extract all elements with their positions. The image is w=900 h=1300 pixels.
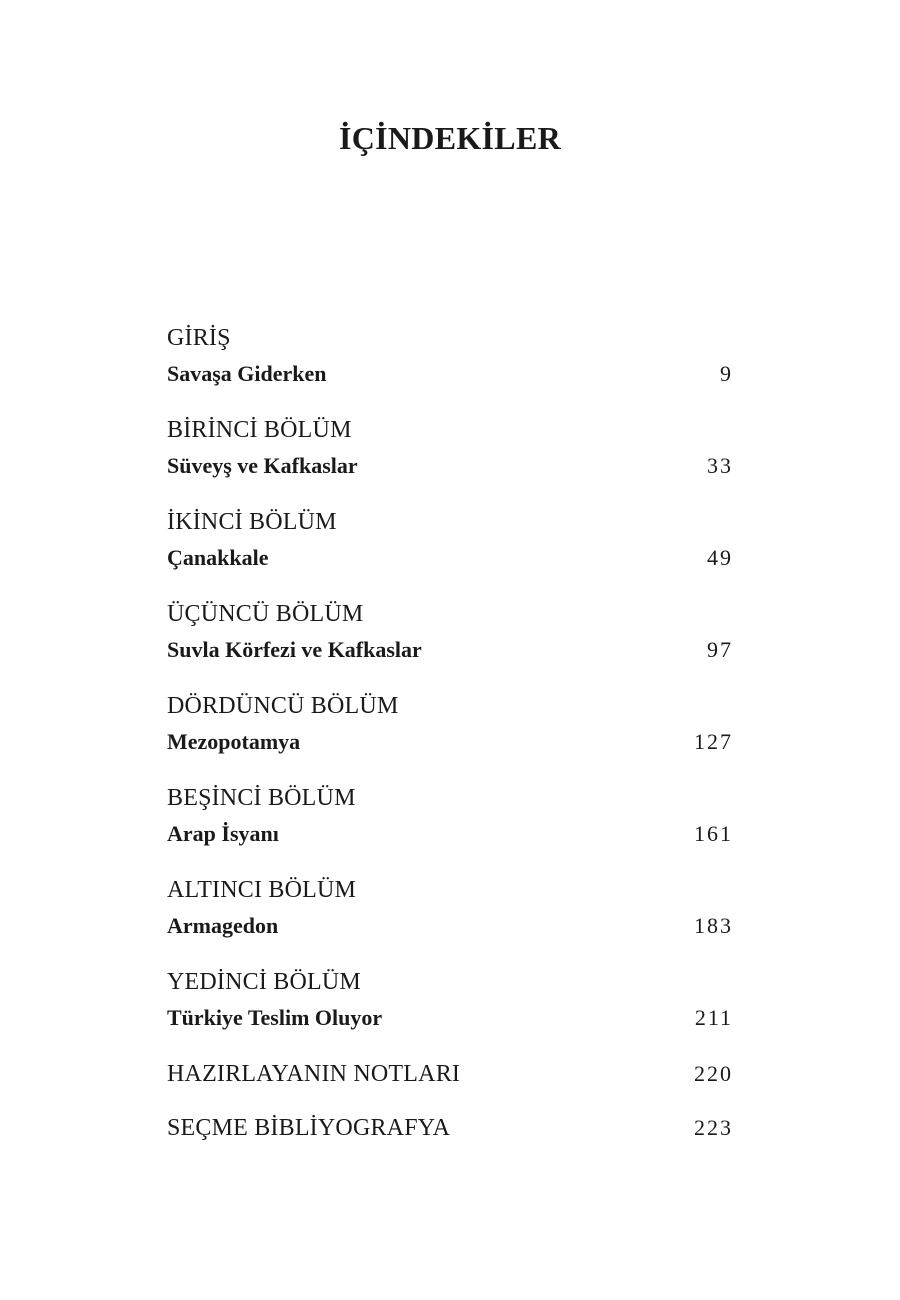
table-of-contents bbox=[167, 320, 733, 1164]
page-number: 33 bbox=[707, 453, 733, 478]
page-number: 183 bbox=[694, 913, 733, 938]
section-label: BEŞİNCİ BÖLÜM bbox=[167, 785, 356, 811]
chapter-title: Süveyş ve Kafkaslar bbox=[167, 453, 358, 478]
chapter-title: Suvla Körfezi ve Kafkaslar bbox=[167, 637, 422, 662]
page-number: 127 bbox=[694, 729, 733, 754]
page-number: 223 bbox=[694, 1115, 733, 1140]
section-label: ALTINCI BÖLÜM bbox=[167, 877, 357, 903]
toc-row bbox=[167, 356, 733, 392]
page-number: 161 bbox=[694, 821, 733, 846]
page-title: İÇİNDEKİLER bbox=[338, 120, 562, 156]
chapter-title: Savaşa Giderken bbox=[167, 361, 327, 386]
chapter-title: Çanakkale bbox=[167, 545, 269, 570]
toc-entry-ikinci-bolum[interactable] bbox=[167, 504, 733, 576]
section-label: DÖRDÜNCÜ BÖLÜM bbox=[167, 693, 399, 719]
toc-row bbox=[167, 724, 733, 760]
toc-entry-besinci-bolum[interactable] bbox=[167, 780, 733, 852]
chapter-title: Türkiye Teslim Oluyor bbox=[167, 1005, 383, 1030]
section-label: YEDİNCİ BÖLÜM bbox=[167, 969, 361, 995]
toc-entry-yedinci-bolum[interactable] bbox=[167, 964, 733, 1036]
chapter-title: Mezopotamya bbox=[167, 729, 301, 754]
section-label: İKİNCİ BÖLÜM bbox=[167, 509, 337, 535]
chapter-title: Arap İsyanı bbox=[167, 821, 279, 846]
toc-row bbox=[167, 1000, 733, 1036]
section-label: GİRİŞ bbox=[167, 325, 231, 351]
chapter-title: Armagedon bbox=[167, 913, 279, 938]
toc-row bbox=[167, 632, 733, 668]
toc-row bbox=[167, 448, 733, 484]
toc-entry-birinci-bolum[interactable] bbox=[167, 412, 733, 484]
toc-row bbox=[167, 540, 733, 576]
toc-entry-hazirlayanin-notlari[interactable] bbox=[167, 1056, 733, 1092]
page-number: 9 bbox=[720, 361, 733, 386]
section-label: SEÇME BİBLİYOGRAFYA bbox=[167, 1115, 451, 1141]
page-number: 97 bbox=[707, 637, 733, 662]
toc-row bbox=[167, 908, 733, 944]
section-label: ÜÇÜNCÜ BÖLÜM bbox=[167, 601, 364, 627]
section-label: HAZIRLAYANIN NOTLARI bbox=[167, 1061, 461, 1087]
section-label: BİRİNCİ BÖLÜM bbox=[167, 417, 352, 443]
toc-entry-secme-bibliyografya[interactable] bbox=[167, 1110, 733, 1146]
toc-entry-ucuncu-bolum[interactable] bbox=[167, 596, 733, 668]
page-number: 49 bbox=[707, 545, 733, 570]
toc-entry-altinci-bolum[interactable] bbox=[167, 872, 733, 944]
page-number: 220 bbox=[694, 1061, 733, 1086]
toc-row bbox=[167, 816, 733, 852]
page-number: 211 bbox=[694, 1005, 733, 1030]
toc-row bbox=[167, 1056, 733, 1092]
toc-row bbox=[167, 1110, 733, 1146]
toc-entry-giris[interactable] bbox=[167, 320, 733, 392]
toc-entry-dorduncu-bolum[interactable] bbox=[167, 688, 733, 760]
